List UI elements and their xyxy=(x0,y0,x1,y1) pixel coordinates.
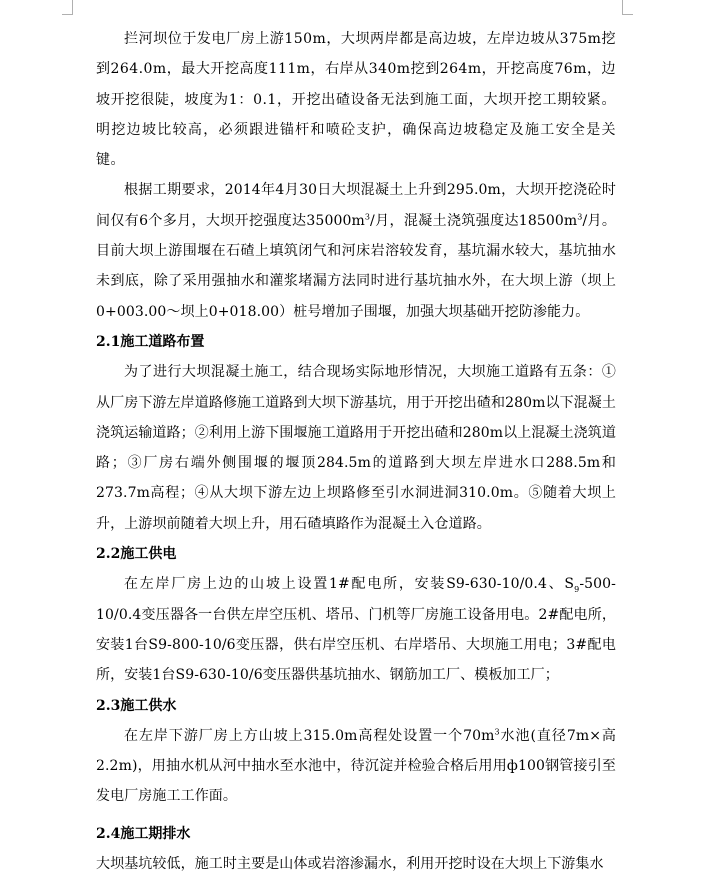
superscript-cubic: 3 xyxy=(364,212,371,222)
superscript-cubic: 3 xyxy=(577,212,583,222)
paragraph-schedule-text-b: /月，混凝土浇筑强度达18500m xyxy=(370,212,578,229)
section-heading-power: 2.2施工供电 xyxy=(96,546,177,563)
paragraph-power-text-b: -500-10/0.4变压器各一台供左岸空压机、塔吊、门机等厂房施工设备用电。2#配电所，安装1台S9-800-10/6变压器，供右岸空压机、右岸塔吊、大坝施工用电；3#配电所，安装1台S9-630-10/6变压器供基坑抽水、钢筋加工厂、模板加工厂； xyxy=(96,576,616,684)
paragraph-drainage xyxy=(96,849,616,879)
paragraph-power-text-a: 在左岸厂房上边的山坡上设置1#配电所，安装S9-630-10/0.4、S xyxy=(124,576,575,593)
paragraph-roads xyxy=(96,357,616,539)
subscript-model: 9 xyxy=(574,585,580,595)
document-body xyxy=(96,24,616,879)
page-margin-mark-left xyxy=(62,0,73,15)
section-heading-roads: 2.1施工道路布置 xyxy=(96,333,205,350)
paragraph-water-text-a: 在左岸下游厂房上方山坡上315.0m高程处设置一个70m xyxy=(124,727,495,744)
paragraph-water-text-b: 水池(直径7m×高2.2m)，用抽水机从河中抽水至水池中，待沉淀并检验合格后用用ф100钢管接引至发电厂房施工工作面。 xyxy=(96,727,616,805)
paragraph-roads-text: 为了进行大坝混凝土施工，结合现场实际地形情况，大坝施工道路有五条：①从厂房下游左岸道路修施工道路到大坝下游基坑，用于开挖出碴和280m以下混凝土浇筑运输道路；②利用上游下围堰施工道路用于开挖出碴和280m以上混凝土浇筑道路；③厂房右端外侧围堰的堰顶284.5m的道路到大坝左岸进水口288.5m和273.7m高程；④从大坝下游左边上坝路修至引水洞进洞310.0m。⑤随着大坝上升，上游坝前随着大坝上升，用石碴填路作为混凝土入仓道路。 xyxy=(96,364,616,532)
paragraph-dam-slope xyxy=(96,24,616,175)
paragraph-dam-slope-text: 拦河坝位于发电厂房上游150m，大坝两岸都是高边坡，左岸边坡从375m挖到264.0m，最大开挖高度111m，右岸从340m挖到264m，开挖高度76m，边坡开挖很陡，坡度为1：0.1，开挖出碴设备无法到施工面，大坝开挖工期较紧。明挖边坡比较高，必须跟进锚杆和喷砼支护，确保高边坡稳定及施工安全是关键。 xyxy=(96,31,616,169)
page-margin-mark-right xyxy=(622,0,633,15)
section-heading-water: 2.3施工供水 xyxy=(96,697,177,714)
paragraph-water xyxy=(96,721,616,812)
paragraph-drainage-text: 大坝基坑较低，施工时主要是山体或岩溶渗漏水，利用开挖时设在大坝上下游集水 xyxy=(96,856,604,873)
paragraph-power xyxy=(96,569,616,690)
paragraph-schedule xyxy=(96,175,616,326)
superscript-cubic: 3 xyxy=(494,727,500,737)
paragraph-schedule-text-a: 根据工期要求，2014年4月30日大坝混凝土上升到295.0m，大坝开挖浇砼时间仅有6个多月，大坝开挖强度达35000m xyxy=(96,182,616,229)
section-heading-drainage: 2.4施工期排水 xyxy=(96,825,191,842)
paragraph-schedule-text-c: /月。目前大坝上游围堰在石碴上填筑闭气和河床岩溶较发育，基坑漏水较大，基坑抽水未到底，除了采用强抽水和灌浆堵漏方法同时进行基坑抽水外，在大坝上游（坝上0+003.00～坝上0+018.00）桩号增加子围堰，加强大坝基础开挖防渗能力。 xyxy=(96,212,616,320)
